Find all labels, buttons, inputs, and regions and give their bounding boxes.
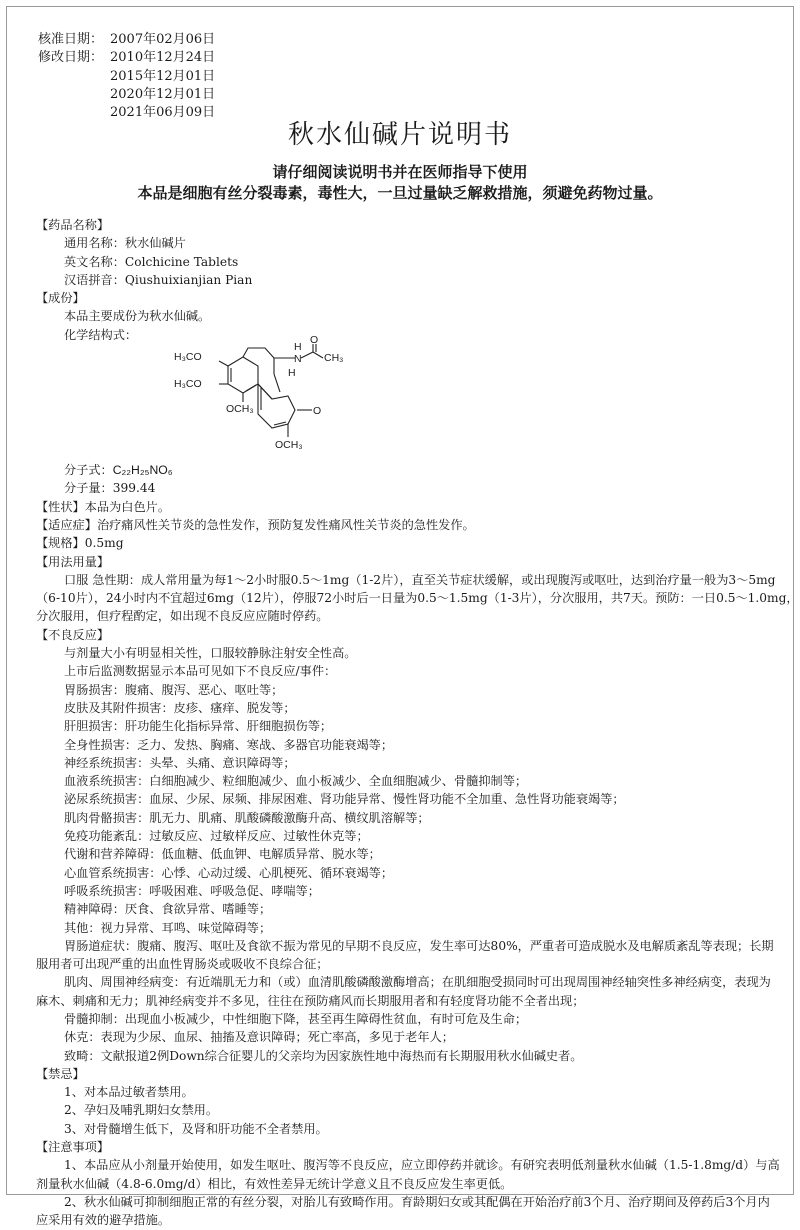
spec-text: 0.5mg [84,536,124,551]
ketone-oxygen-label: O [313,405,322,418]
adverse-line: 血液系统损害：白细胞减少、粒细胞减少、血小板减少、全血细胞减少、骨髓抑制等； [64,774,528,789]
indication-text: 治疗痛风性关节炎的急性发作，预防复发性痛风性关节炎的急性发作。 [96,517,475,532]
dosage-line: 分次服用，但疗程酌定，如出现不良反应应随时停药。 [36,609,329,624]
section-heading-precautions: 【注意事项】 [36,1140,110,1155]
section-heading-drug-name: 【药品名称】 [36,218,110,232]
nitrogen-label: N [294,353,302,366]
marrow-suppression-line: 骨髓抑制：出现血小板减少，中性细胞下降，甚至再生障碍性贫血，有时可危及生命； [64,1011,528,1026]
adverse-line: 其他：视力异常、耳鸣、味觉障碍等； [64,920,272,935]
english-name: 英文名称：Colchicine Tablets [64,254,239,269]
dosage-line: （6-10片），24小时内不宜超过6mg（12片），停服72小时后一日量为0.5～1.5mg（1-3片），分次服用，共7天。预防：一日0.5～1.0mg， [36,591,799,606]
shock-line: 休克：表现为少尿、血尿、抽搐及意识障碍；死亡率高，多见于老年人； [64,1030,454,1045]
structure-label: 化学结构式： [64,327,138,342]
toxicity-warning: 本品是细胞有丝分裂毒素，毒性大，一旦过量缺乏解救措施，须避免药物过量。 [137,184,663,202]
neuropathy-line: 麻木、刺痛和无力；肌神经病变并不多见，往往在预防痛风而长期服用者和有轻度肾功能不全者出现； [36,993,585,1008]
formula-value: C₂₂H₂₅NO₆ [112,463,173,478]
methyl-label: CH₃ [324,352,344,365]
adverse-line: 肌肉骨骼损害：肌无力、肌痛、肌酸磷酸激酶升高、横纹肌溶解等； [64,810,430,825]
revised-date: 2010年12月24日 [110,50,216,66]
adverse-line: 神经系统损害：头晕、头痛、意识障碍等； [64,755,296,770]
methoxy-label: H₃CO [174,378,202,391]
precaution-line: 应采用有效的避孕措施。 [36,1213,171,1228]
adverse-line: 泌尿系统损害：血尿、少尿、尿频、排尿困难、肾功能异常、慢性肾功能不全加重、急性肾功能衰竭等； [64,792,625,807]
nh-hydrogen-label: H [294,341,302,354]
methoxy-label: OCH₃ [275,439,303,452]
adverse-line: 精神障碍：厌食、食欲异常、嗜睡等； [64,902,272,917]
section-heading-composition: 【成份】 [36,291,85,306]
gi-symptoms-line: 胃肠道症状：腹痛、腹泻、呕吐及食欲不振为常见的早期不良反应，发生率可达80%，严重者可造成脱水及电解质紊乱等表现；长期 [64,938,774,953]
contraindication-item: 1、对本品过敏者禁用。 [64,1085,194,1100]
precaution-line: 剂量秋水仙碱（4.8-6.0mg/d）相比，有效性差异无统计学意义且不良反应发生率更低。 [36,1176,513,1191]
adverse-line: 呼吸系统损害：呼吸困难、呼吸急促、哮喘等； [64,883,320,898]
adverse-line: 胃肠损害：腹痛、腹泻、恶心、呕吐等； [64,682,284,697]
adverse-line: 肝胆损害：肝功能生化指标异常、肝细胞损伤等； [64,719,333,734]
adverse-line: 全身性损害：乏力、发热、胸痛、寒战、多器官功能衰竭等； [64,737,394,752]
stereo-hydrogen-label: H [288,367,296,380]
methoxy-label: H₃CO [174,351,202,364]
adverse-line: 与剂量大小有明显相关性，口服较静脉注射安全性高。 [64,646,357,661]
molecular-weight: 分子量：399.44 [64,481,156,496]
main-ingredient: 本品主要成份为秋水仙碱。 [64,309,211,324]
precaution-line: 1、本品应从小剂量开始使用，如发生呕吐、腹泻等不良反应，应立即停药并就诊。有研究表明低剂量秋水仙碱（1.5-1.8mg/d）与高 [64,1158,780,1173]
section-heading-dosage: 【用法用量】 [36,554,110,569]
approved-date: 2007年02月06日 [110,32,216,47]
section-heading-character: 【性状】 [36,499,85,514]
section-heading-contraindications: 【禁忌】 [36,1066,85,1081]
adverse-line: 皮肤及其附件损害：皮疹、瘙痒、脱发等； [64,700,296,715]
character-text: 本品为白色片。 [84,499,171,514]
gi-symptoms-line: 服用者可出现严重的出血性胃肠炎或吸收不良综合征； [36,957,329,972]
teratogenicity-line: 致畸：文献报道2例Down综合征婴儿的父亲均为因家族性地中海热而有长期服用秋水仙碱史者。 [64,1048,583,1063]
section-heading-spec: 【规格】 [36,536,85,551]
colchicine-structure-diagram [170,334,370,461]
adverse-line: 上市后监测数据显示本品可见如下不良反应/事件： [64,664,337,679]
revised-date: 2015年12月01日 [110,68,216,84]
document-title: 秋水仙碱片说明书 [287,120,512,150]
adverse-line: 免疫功能紊乱：过敏反应、过敏样反应、过敏性休克等； [64,829,369,844]
contraindication-item: 3、对骨髓增生低下，及肾和肝功能不全者禁用。 [64,1121,328,1136]
adverse-line: 代谢和营养障碍：低血糖、低血钾、电解质异常、脱水等； [64,847,381,862]
instruction-subtitle: 请仔细阅读说明书并在医师指导下使用 [272,163,528,181]
revised-date: 2021年06月09日 [110,105,216,121]
precaution-line: 2、秋水仙碱可抑制细胞正常的有丝分裂，对胎儿有致畸作用。育龄期妇女或其配偶在开始治疗前3个月、治疗期间及停药后3个月内 [64,1194,770,1209]
generic-name: 通用名称：秋水仙碱片 [64,236,186,251]
approved-date-label: 核准日期： [38,32,104,47]
methoxy-label: OCH₃ [226,403,254,416]
spec-row [36,534,770,552]
section-heading-adverse: 【不良反应】 [36,627,110,642]
revised-date-label: 修改日期： [38,50,104,66]
revised-date: 2020年12月01日 [110,86,216,102]
indication-row [36,516,770,534]
dosage-line: 口服 急性期：成人常用量为每1～2小时服0.5～1mg（1-2片），直至关节症状缓解，或出现腹泻或呕吐，达到治疗量一般为3～5mg [64,572,776,587]
formula-label: 分子式： [64,463,113,478]
pinyin-name: 汉语拼音：Qiushuixianjian Pian [64,272,253,287]
section-heading-indication: 【适应症】 [36,517,97,532]
date-block [38,31,215,122]
character-row [36,498,770,516]
contraindication-item: 2、孕妇及哺乳期妇女禁用。 [64,1103,219,1118]
adverse-line: 心血管系统损害：心悸、心动过缓、心肌梗死、循环衰竭等； [64,865,394,880]
amide-oxygen-label: O [310,334,319,347]
document-body [36,216,799,1230]
molecular-formula [36,461,770,479]
neuropathy-line: 肌肉、周围神经病变：有近端肌无力和（或）血清肌酸磷酸激酶增高；在肌细胞受损同时可出现周围神经轴突性多神经病变，表现为 [64,975,771,990]
